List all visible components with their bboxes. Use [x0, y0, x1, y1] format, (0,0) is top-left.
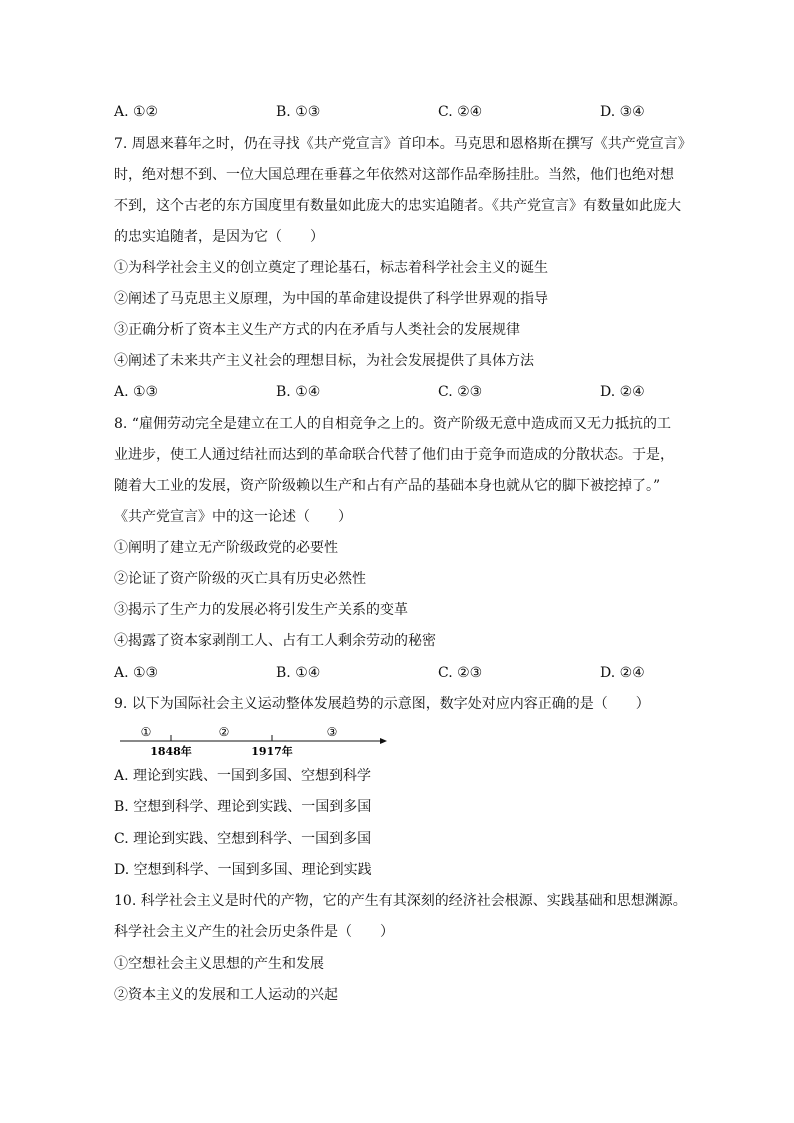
q7-option-c[interactable]: C. ②③	[438, 384, 483, 400]
q7-option-a[interactable]: A. ①③	[114, 384, 159, 400]
q10-item-1: ①空想社会主义思想的产生和发展	[114, 956, 324, 972]
q10-stem-line-1: 10. 科学社会主义是时代的产物，它的产生有其深刻的经济社会根源、实践基础和思想渊源。	[114, 893, 687, 909]
q6-option-c[interactable]: C. ②④	[438, 104, 483, 120]
q7-option-b[interactable]: B. ①④	[276, 384, 321, 400]
timeline-year-1917: 1917年	[251, 745, 293, 758]
q8-stem-line-4: 《共产党宣言》中的这一论述（ ）	[114, 509, 352, 525]
q8-item-4: ④揭露了资本家剥削工人、占有工人剩余劳动的秘密	[114, 633, 436, 649]
q8-item-3: ③揭示了生产力的发展必将引发生产关系的变革	[114, 602, 408, 618]
q8-option-b[interactable]: B. ①④	[276, 665, 321, 681]
q7-options	[114, 382, 674, 402]
q9-stem: 9. 以下为国际社会主义运动整体发展趋势的示意图，数字处对应内容正确的是（ ）	[114, 696, 650, 712]
q9-timeline-diagram	[114, 722, 394, 762]
q8-options	[114, 663, 674, 683]
q6-option-b[interactable]: B. ①③	[276, 104, 321, 120]
q7-stem-line-4: 的忠实追随者，是因为它（ ）	[114, 229, 324, 245]
timeline-svg	[114, 722, 394, 762]
q7-item-2: ②阐述了马克思主义原理，为中国的革命建设提供了科学世界观的指导	[114, 291, 548, 307]
q8-stem-line-3: 随着大工业的发展，资产阶级赖以生产和占有产品的基础本身也就从它的脚下被挖掉了。”	[114, 478, 661, 494]
q8-option-d[interactable]: D. ②④	[600, 665, 645, 681]
timeline-year-1848: 1848年	[150, 745, 192, 758]
q9-choice-d[interactable]: D. 空想到科学、一国到多国、理论到实践	[114, 862, 372, 878]
q8-stem-line-1: 8. “雇佣劳动完全是建立在工人的自相竞争之上的。资产阶级无意中造成而又无力抵抗的工	[114, 416, 671, 432]
q9-choice-b[interactable]: B. 空想到科学、理论到实践、一国到多国	[114, 799, 372, 815]
q6-options	[114, 102, 674, 122]
q9-choice-a[interactable]: A. 理论到实践、一国到多国、空想到科学	[114, 768, 372, 784]
q7-item-3: ③正确分析了资本主义生产方式的内在矛盾与人类社会的发展规律	[114, 322, 520, 338]
q10-item-2: ②资本主义的发展和工人运动的兴起	[114, 987, 338, 1003]
q7-stem-line-3: 不到，这个古老的东方国度里有数量如此庞大的忠实追随者。《共产党宣言》有数量如此庞大	[114, 198, 681, 214]
q6-option-a[interactable]: A. ①②	[114, 104, 159, 120]
q10-stem-line-2: 科学社会主义产生的社会历史条件是（ ）	[114, 924, 394, 940]
q7-item-4: ④阐述了未来共产主义社会的理想目标，为社会发展提供了具体方法	[114, 353, 534, 369]
timeline-segment-1: ①	[140, 725, 152, 739]
q6-option-d[interactable]: D. ③④	[600, 104, 645, 120]
timeline-segment-3: ③	[326, 725, 338, 739]
timeline-arrowhead	[380, 738, 387, 744]
timeline-segment-2: ②	[218, 725, 230, 739]
q7-stem-line-2: 时，绝对想不到、一位大国总理在垂暮之年依然对这部作品牵肠挂肚。当然，他们也绝对想	[114, 167, 674, 183]
q8-item-2: ②论证了资产阶级的灭亡具有历史必然性	[114, 571, 366, 587]
q7-option-d[interactable]: D. ②④	[600, 384, 645, 400]
q8-option-a[interactable]: A. ①③	[114, 665, 159, 681]
q9-choice-c[interactable]: C. 理论到实践、空想到科学、一国到多国	[114, 831, 372, 847]
q8-stem-line-2: 业进步，使工人通过结社而达到的革命联合代替了他们由于竞争而造成的分散状态。于是，	[114, 447, 674, 463]
q7-stem-line-1: 7. 周恩来暮年之时，仍在寻找《共产党宣言》首印本。马克思和恩格斯在撰写《共产党宣言》	[114, 136, 692, 152]
q8-option-c[interactable]: C. ②③	[438, 665, 483, 681]
q8-item-1: ①阐明了建立无产阶级政党的必要性	[114, 540, 338, 556]
q7-item-1: ①为科学社会主义的创立奠定了理论基石，标志着科学社会主义的诞生	[114, 260, 548, 276]
